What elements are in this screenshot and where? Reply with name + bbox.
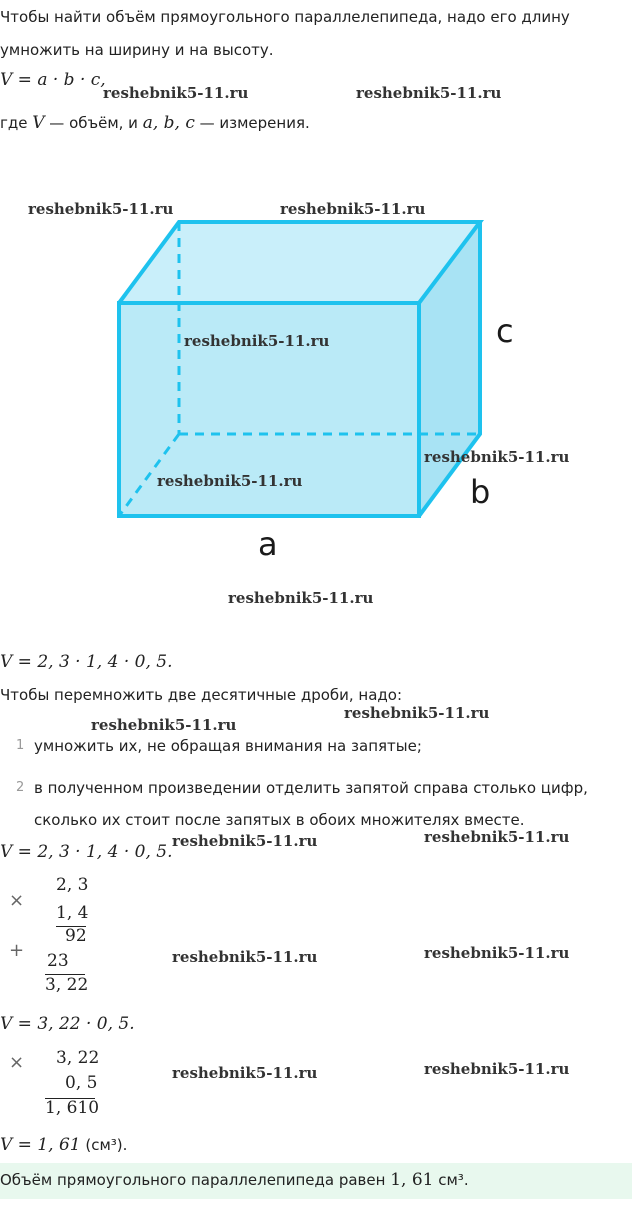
rule-item-2-number: 2 <box>16 780 25 795</box>
rule-item-2-text-2: сколько их стоит после запятых в обоих множителях вместе. <box>34 811 525 829</box>
watermark-11: reshebnik5-11.ru <box>172 832 318 850</box>
mult1-partial-1: 92 <box>65 926 87 946</box>
intro-line-1: Чтобы найти объём прямоугольного параллелепипеда, надо его длину <box>0 8 570 26</box>
watermark-16: reshebnik5-11.ru <box>424 1060 570 1078</box>
watermark-5: reshebnik5-11.ru <box>184 332 330 350</box>
label-c: c <box>496 312 514 350</box>
where-mid: — объём, и <box>44 114 143 132</box>
step1-formula: V = 2, 3 · 1, 4 · 0, 5. <box>0 652 173 672</box>
watermark-6: reshebnik5-11.ru <box>424 448 570 466</box>
mult1-times-sign: × <box>9 890 25 911</box>
mult1-partial-2: 23 <box>47 951 69 971</box>
volume-formula: V = a · b · c, <box>0 70 106 90</box>
watermark-12: reshebnik5-11.ru <box>424 828 570 846</box>
step2-formula: V = 2, 3 · 1, 4 · 0, 5. <box>0 842 173 862</box>
rule-intro: Чтобы перемножить две десятичные дроби, надо: <box>0 686 403 704</box>
watermark-4: reshebnik5-11.ru <box>280 200 426 218</box>
mult1-factor-1: 2, 3 <box>56 875 89 895</box>
label-a: a <box>258 525 278 563</box>
watermark-7: reshebnik5-11.ru <box>157 472 303 490</box>
intro-line-2: умножить на ширину и на высоту. <box>0 41 274 59</box>
rule-item-2-text-1: в полученном произведении отделить запятой справа столько цифр, <box>34 779 588 797</box>
watermark-10: reshebnik5-11.ru <box>344 704 490 722</box>
answer-value: 1, 61 <box>390 1170 434 1190</box>
answer-prefix: Объём прямоугольного параллелепипеда равен <box>0 1171 391 1189</box>
final-line <box>0 1135 127 1155</box>
mult1-plus-sign: + <box>9 940 25 961</box>
mult2-times-sign: × <box>9 1052 25 1073</box>
final-formula: V = 1, 61 <box>0 1135 81 1155</box>
step3-formula: V = 3, 22 · 0, 5. <box>0 1014 135 1034</box>
watermark-14: reshebnik5-11.ru <box>424 944 570 962</box>
where-suffix: — измерения. <box>194 114 310 132</box>
watermark-1: reshebnik5-11.ru <box>103 84 249 102</box>
watermark-8: reshebnik5-11.ru <box>228 589 374 607</box>
mult1-result: 3, 22 <box>45 975 89 995</box>
mult1-factor-2: 1, 4 <box>56 903 89 923</box>
mult2-factor-1: 3, 22 <box>56 1048 100 1068</box>
mult2-result: 1, 610 <box>45 1098 100 1118</box>
answer-unit: см³. <box>433 1171 469 1189</box>
mult2-factor-2: 0, 5 <box>65 1073 98 1093</box>
where-abc: a, b, c <box>142 113 195 133</box>
watermark-15: reshebnik5-11.ru <box>172 1064 318 1082</box>
watermark-2: reshebnik5-11.ru <box>356 84 502 102</box>
answer-text <box>0 1170 469 1190</box>
label-b: b <box>470 473 491 511</box>
where-prefix: где <box>0 114 33 132</box>
watermark-13: reshebnik5-11.ru <box>172 948 318 966</box>
rule-item-1-text: умножить их, не обращая внимания на запятые; <box>34 737 422 755</box>
watermark-3: reshebnik5-11.ru <box>28 200 174 218</box>
watermark-9: reshebnik5-11.ru <box>91 716 237 734</box>
where-v: V <box>32 113 45 133</box>
final-unit: (см³). <box>80 1136 128 1154</box>
rule-item-1-number: 1 <box>16 738 25 753</box>
